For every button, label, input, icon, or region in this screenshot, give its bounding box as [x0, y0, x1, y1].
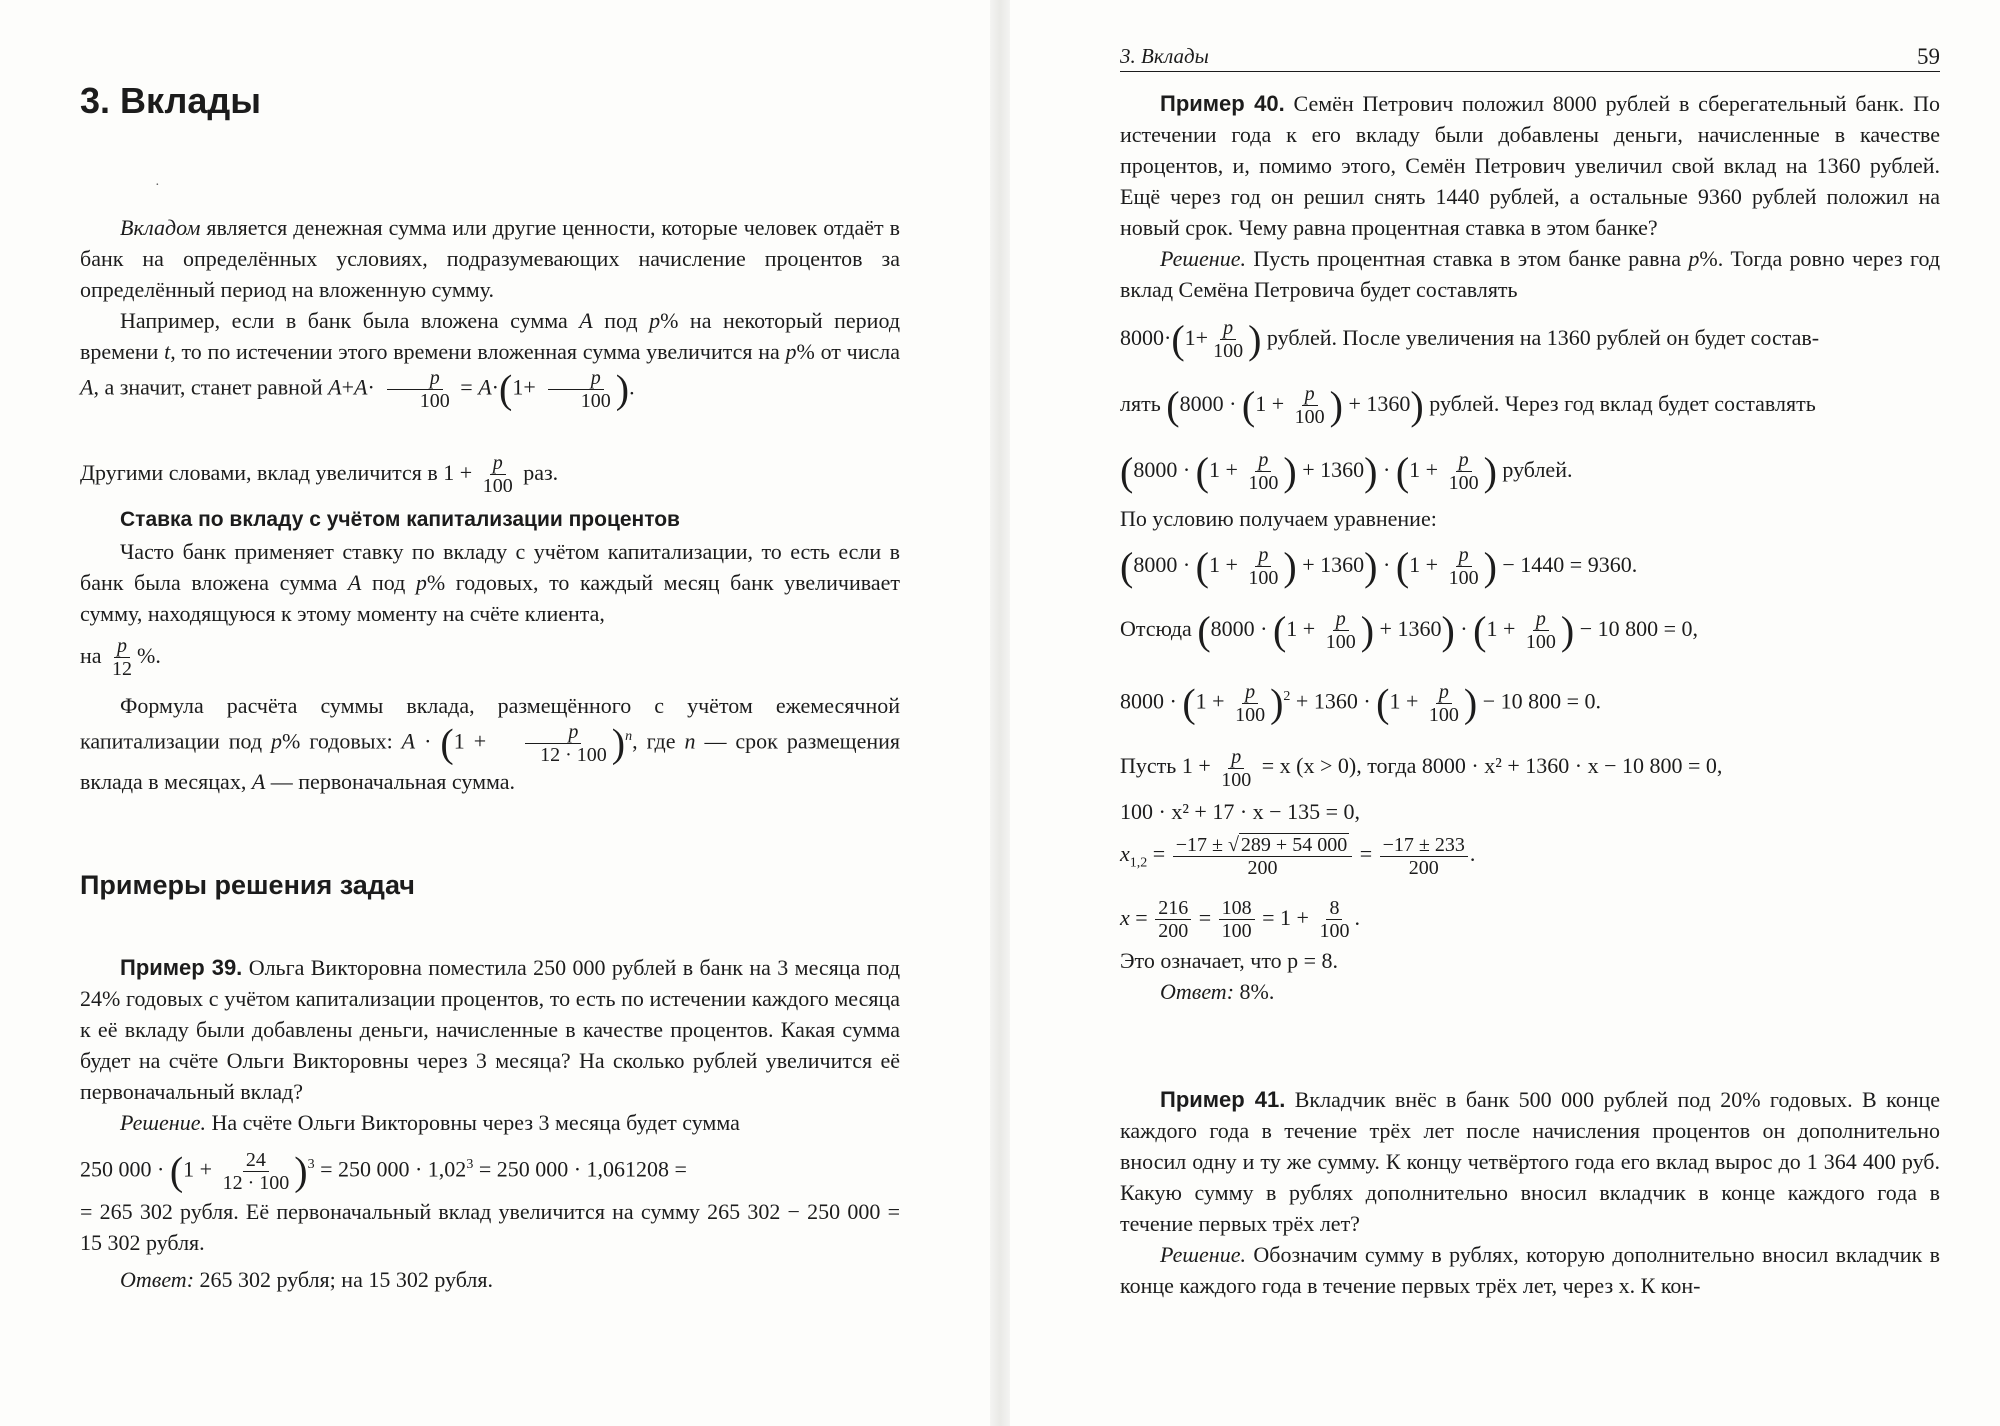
example-39-label: Пример 39.	[120, 955, 243, 980]
running-head: 3. Вклады 59	[1120, 44, 1940, 72]
right-page	[1120, 0, 1940, 1426]
example-paragraph: Например, если в банк была вложена сумма A под p% на некоторый период времени t, то по истечении этого времени вложенная сумма увеличится на p% от числа A, а значит, станет равной A+A· $\frac{p}{100}$ = A·(1+ $\frac{p}{100}$ ).	[80, 308, 901, 412]
term-deposit: Вкладом	[120, 215, 201, 240]
example-40: Пример 40. Семён Петрович положил 8000 рублей в сберегательный банк. По истечении года к его вкладу были добавлены деньги, начисленные в качестве процентов, и, помимо этого, Семён Петрович увеличил свой вклад на 1360 рублей. Ещё через год он решил снять 1440 рублей, а остальные 9360 рублей положил на новый срок. Чему равна процентная ставка в этом банке? Решение. Пусть процентная ставка в этом банке равна p%. Тогда ровно через год вклад Семёна Петровича будет составлять 8000·(1+ $\frac{p}{100}$ ) рублей. После увеличения на 1360 рублей он будет состав- лять (8000 · (1 + $\frac{p}{100}$ ) + 1360) рублей. Через год вклад будет составлять (8000 · (1 + $\frac{p}{100}$ ) + 1360) · (1 + $\frac{p}{100}$ ) рублей. По условию получаем уравнение: (8000 · (1 + $\frac{p}{100}$ ) + 1360) · (1 + $\frac{p}{100}$ ) − 1440 = 9360. Отсюда (8000 · (1 + $\frac{p}{100}$ ) + 1360) · (1 + $\frac{p}{100}$ ) − 10 800 = 0, 8000 · (1 + $\frac{p}{100}$ )$^2$ + 1360 · (1 + $\frac{p}{100}$ ) − 10 800 = 0. Пусть 1 + $\frac{p}{100}$ = x (x > 0), тогда 8000 · x² + 1360 · x − 10 800 = 0, 100 · x² + 17 · x − 135 = 0, $x_{1,2}$ = $\frac{-17 \pm √ 289 + 54 000}{200}$ = $\frac{-17 \pm 233}{200}$ . x = $\frac{216}{200}$ = $\frac{108}{100}$ = 1 + $\frac{8}{100}$ . Это означает, что p = 8. Ответ: 8%.	[1120, 91, 1941, 1004]
left-page	[80, 0, 900, 1426]
chapter-title: 3. Вклады	[80, 80, 261, 121]
example-39: Пример 39. Ольга Викторовна поместила 250 000 рублей в банк на 3 месяца под 24% годовых с учётом капитализации процентов, то есть по истечении каждого месяца к её вкладу были добавлены деньги, начисленные в качестве процентов. Какая сумма будет на счёте Ольги Викторовны через 3 месяца? На сколько рублей увеличится её первоначальный вклад? Решение. На счёте Ольги Викторовны через 3 месяца будет сумма 250 000 · (1 + $\frac{24}{12 \cdot 100}$ )$^3$ = 250 $000 \cdot 1,02^3 = 250$ 000 · 1,061208 = = 265 302 рубля. Её первоначальный вклад увеличится на сумму 265 302 − 250 000 = 15 302 рубля. Ответ: 265 302 рубля; на 15 302 рубля.	[80, 955, 901, 1293]
example-41: Пример 41. Вкладчик внёс в банк 500 000 рублей под 20% годовых. В конце каждого года в течение трёх лет после начисления процентов он дополнительно вносил одну и ту же сумму. К концу четвёртого года его вклад вырос до 1 364 400 руб. Какую сумму в рублях дополнительно вносил вкладчик в конце каждого года в течение первых трёх лет? Решение. Обозначим сумму в рублях, которую дополнительно вносил вкладчик в конце каждого года в течение первых трёх лет, через x. К кон-	[1120, 1087, 1941, 1298]
page-gutter	[990, 0, 1010, 1426]
example-41-label: Пример 41.	[1160, 1087, 1286, 1112]
examples-section-title: Примеры решения задач	[80, 870, 415, 900]
capitalization-subheading: Ставка по вкладу с учётом капитализации процентов	[120, 508, 680, 531]
formula-paragraph: Формула расчёта суммы вклада, размещённого с учётом ежемесячной капитализации под p% годовых: A · (1 + $\frac{p}{12 \cdot 100}$ )$^n$, где n — срок размещения вклада в месяцах, A — первоначальная сумма.	[80, 693, 901, 794]
example-40-label: Пример 40.	[1160, 91, 1285, 116]
intro-paragraph: Вкладом является денежная сумма или другие ценности, которые человек отдаёт в банк на определённых условиях, подразумевающих начисление процентов за определённый период на вложенную сумму.	[80, 215, 901, 302]
in-other-words: Другими словами, вклад увеличится в 1 + $\frac{p}{100}$ раз.	[80, 452, 559, 498]
capitalization-paragraph: Часто банк применяет ставку по вкладу с учётом капитализации, то есть если в банк была вложена сумма A под p% годовых, то каждый месяц банк увеличивает сумму, находящуюся к этому моменту на счёте клиента, на $\frac{p}{12}$ %.	[80, 539, 901, 681]
page-number: 59	[1917, 44, 1940, 69]
print-speck: ·	[155, 178, 160, 193]
